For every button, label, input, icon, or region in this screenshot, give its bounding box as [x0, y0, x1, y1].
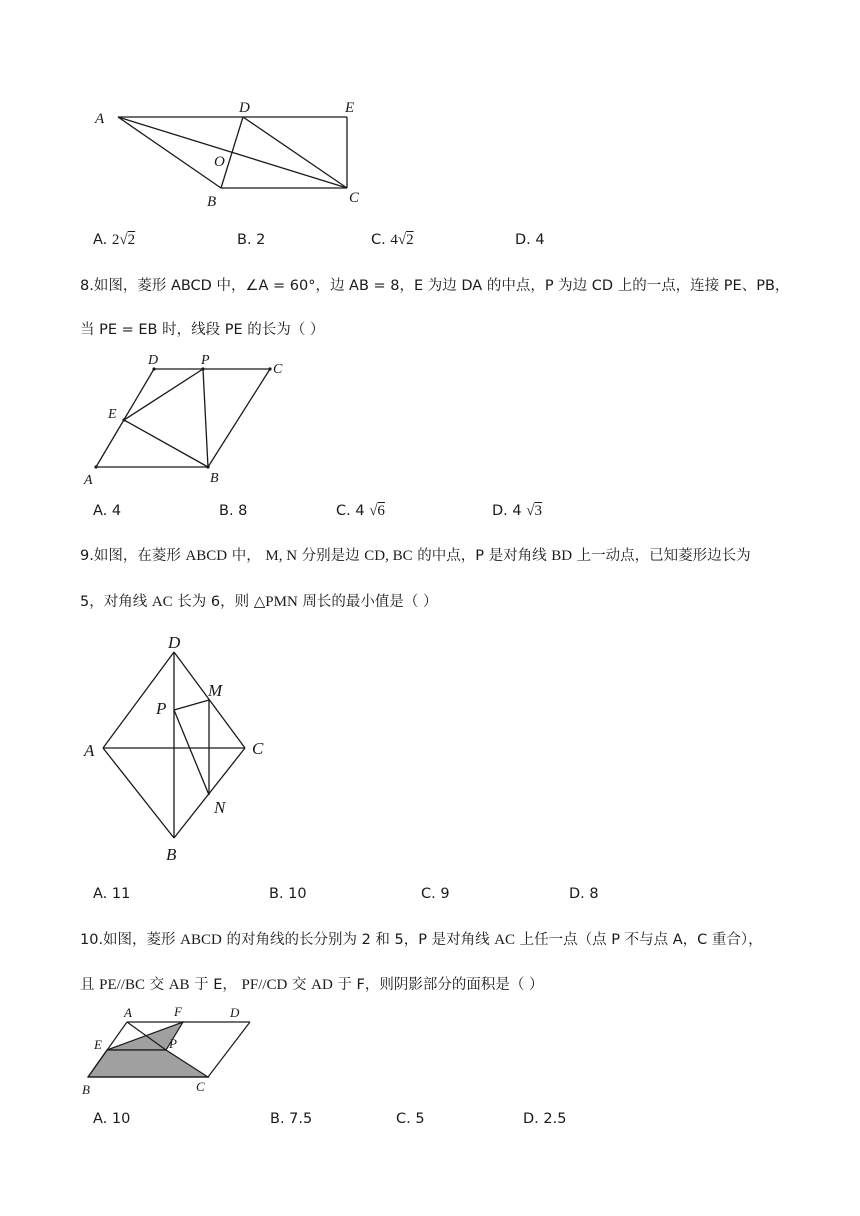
q9-label-C: C	[252, 739, 264, 758]
q10-option-d[interactable]: D. 2.5	[523, 1111, 567, 1127]
q10-option-a[interactable]: A. 10	[93, 1111, 131, 1127]
q8-label-A: A	[84, 473, 93, 488]
q7-label-A: A	[95, 111, 105, 127]
q10-shaded-lower	[88, 1050, 208, 1077]
q10-label-E: E	[94, 1037, 102, 1052]
q9-label-N: N	[214, 798, 226, 817]
q8-option-c[interactable]: C. 4 √6	[336, 503, 385, 519]
q10-label-F: F	[174, 1004, 182, 1019]
q9-label-A: A	[84, 741, 95, 760]
q10-stem-line1: 10.如图，菱形 ABCD 的对角线的长分别为 2 和 5，P 是对角线 AC 上任一点（点 P 不与点 A，C 重合），	[80, 932, 763, 948]
q7-label-D: D	[239, 100, 250, 116]
q10-label-D: D	[230, 1005, 240, 1020]
q8-label-C: C	[273, 362, 283, 377]
q8-label-P: P	[201, 353, 210, 368]
q8-stem-line2: 当 PE = EB 时，线段 PE 的长为（ ）	[80, 322, 325, 338]
q9-option-c[interactable]: C. 9	[421, 886, 450, 902]
q9-figure	[80, 630, 280, 870]
q9-label-M: M	[208, 681, 223, 700]
q10-label-B: B	[82, 1082, 90, 1097]
q8-option-a[interactable]: A. 4	[93, 503, 122, 519]
q9-label-P: P	[156, 699, 167, 718]
q10-label-P: P	[169, 1036, 177, 1051]
q9-option-a[interactable]: A. 11	[93, 886, 131, 902]
q8-figure	[80, 350, 300, 490]
q7-label-C: C	[349, 190, 360, 206]
q8-label-B: B	[210, 471, 219, 486]
q10-label-A: A	[124, 1005, 132, 1020]
q10-option-b[interactable]: B. 7.5	[270, 1111, 313, 1127]
q9-option-d[interactable]: D. 8	[569, 886, 599, 902]
q8-option-b[interactable]: B. 8	[219, 503, 248, 519]
q7-option-b[interactable]: B. 2	[237, 232, 266, 248]
q9-stem-line1: 9.如图，在菱形 ABCD 中， M, N 分别是边 CD, BC 的中点，P 是对角线 BD 上一动点，已知菱形边长为	[80, 548, 751, 564]
q9-option-b[interactable]: B. 10	[269, 886, 307, 902]
q9-label-B: B	[166, 845, 177, 864]
q9-label-D: D	[168, 633, 181, 652]
q8-label-D: D	[148, 353, 159, 368]
q8-stem-line1: 8.如图，菱形 ABCD 中，∠A = 60°，边 AB = 8，E 为边 DA 的中点，P 为边 CD 上的一点，连接 PE、PB，	[80, 278, 790, 294]
q7-option-c[interactable]: C. 4√2	[371, 232, 414, 248]
q7-label-B: B	[207, 194, 217, 210]
q10-label-C: C	[196, 1079, 205, 1094]
q7-label-O: O	[214, 154, 225, 170]
q8-option-d[interactable]: D. 4 √3	[492, 503, 542, 519]
q10-option-c[interactable]: C. 5	[396, 1111, 425, 1127]
q7-option-a[interactable]: A. 2√2	[93, 232, 136, 248]
q8-label-E: E	[108, 407, 117, 422]
q9-stem-line2: 5，对角线 AC 长为 6，则 △PMN 周长的最小值是（ ）	[80, 594, 438, 610]
q7-figure	[85, 95, 375, 215]
q10-stem-line2: 且 PE//BC 交 AB 于 E， PF//CD 交 AD 于 F，则阴影部分的面积是（ ）	[80, 977, 544, 993]
q10-figure	[78, 1000, 278, 1100]
q7-option-d[interactable]: D. 4	[515, 232, 545, 248]
q7-label-E: E	[345, 100, 355, 116]
